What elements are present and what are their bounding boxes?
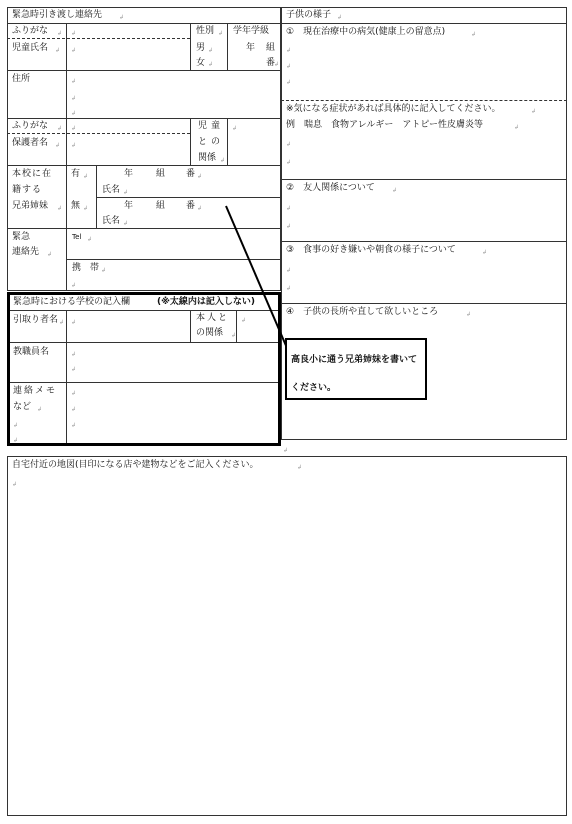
mobile-label: 携 帯 [72, 263, 100, 273]
relation-line-1: 児童 [198, 121, 225, 131]
return-mark: ↲ [13, 437, 19, 444]
return-mark: ↲ [218, 30, 224, 37]
sibling-yes: 有 [71, 169, 81, 179]
sibling2-ban: 番 [186, 201, 196, 211]
emergency-line-2: 連絡先 [12, 247, 40, 257]
return-mark: ↲ [83, 205, 89, 212]
return-mark: ↲ [297, 464, 303, 471]
return-mark: ↲ [392, 187, 398, 194]
return-mark: ↲ [37, 406, 43, 413]
sibling2-kumi: 組 [156, 201, 166, 211]
return-mark: ↲ [274, 61, 280, 68]
q1-note: ※気になる症状があれば具体的に記入してください。 [286, 104, 501, 114]
return-mark: ↲ [71, 351, 77, 358]
return-mark: ↲ [71, 390, 77, 397]
q1-label: ① 現在治療中の病気(健康上の留意点) [286, 27, 446, 37]
furigana2-label: ふりがな [12, 121, 49, 131]
child-status-title: 子供の様子 [286, 10, 332, 20]
q1-example: 例 喘息 食物アレルギー アトピー性皮膚炎等 [286, 120, 484, 130]
return-mark: ↲ [286, 47, 292, 54]
return-mark: ↲ [283, 447, 289, 454]
gender-label: 性別 [196, 26, 215, 36]
return-mark: ↲ [286, 63, 292, 70]
nen-label: 年 [246, 43, 256, 53]
return-mark: ↲ [55, 47, 61, 54]
school-title: 緊急時における学校の記入欄 [13, 297, 131, 307]
return-mark: ↲ [531, 108, 537, 115]
sibling2-name: 氏名 [102, 216, 121, 226]
sibling-callout: 高良小に通う兄弟姉妹を書いてください。 [285, 338, 427, 400]
return-mark: ↲ [71, 78, 77, 85]
sibling1-name: 氏名 [102, 185, 121, 195]
return-mark: ↲ [47, 251, 53, 258]
return-mark: ↲ [71, 366, 77, 373]
return-mark: ↲ [119, 14, 125, 21]
return-mark: ↲ [466, 311, 472, 318]
sibling-no: 無 [71, 201, 81, 211]
staff-label: 教職員名 [13, 347, 50, 357]
pickup-label: 引取り者名 [13, 315, 59, 325]
return-mark: ↲ [286, 267, 292, 274]
return-mark: ↲ [337, 14, 343, 21]
sibling-line-1: 本校に在 [12, 169, 53, 179]
sibling-line-3: 兄弟姉妹 [12, 201, 49, 211]
sibling-line-2: 籍する [12, 185, 43, 195]
return-mark: ↲ [55, 142, 61, 149]
sibling1-nen: 年 [124, 169, 134, 179]
return-mark: ↲ [87, 236, 93, 243]
return-mark: ↲ [232, 125, 238, 132]
return-mark: ↲ [123, 220, 129, 227]
child-name-label: 児童氏名 [12, 43, 49, 53]
return-mark: ↲ [71, 282, 77, 289]
return-mark: ↲ [57, 125, 63, 132]
guardian-name-label: 保護者名 [12, 138, 49, 148]
school-note: (※太線内は記入しない) [157, 297, 255, 307]
return-mark: ↲ [71, 110, 77, 117]
return-mark: ↲ [101, 267, 107, 274]
sibling1-ban: 番 [186, 169, 196, 179]
return-mark: ↲ [471, 31, 477, 38]
return-mark: ↲ [208, 47, 214, 54]
q3-label: ③ 食事の好き嫌いや朝食の様子について [286, 245, 456, 255]
return-mark: ↲ [12, 481, 18, 488]
map-title: 自宅付近の地図(目印になる店や建物などをご記入ください。 [12, 460, 259, 470]
self-rel-line-2: の関係 [196, 328, 224, 338]
relation-line-2: との [198, 137, 225, 147]
return-mark: ↲ [220, 157, 226, 164]
address-label: 住所 [12, 74, 31, 84]
q4-label: ④ 子供の長所や直して欲しいところ [286, 307, 439, 317]
return-mark: ↲ [71, 142, 77, 149]
return-mark: ↲ [71, 406, 77, 413]
return-mark: ↲ [123, 189, 129, 196]
memo-line-1: 連絡メモ [13, 386, 58, 396]
furigana-label: ふりがな [12, 26, 49, 36]
return-mark: ↲ [197, 173, 203, 180]
return-mark: ↲ [197, 205, 203, 212]
grade-class-label: 学年学級 [233, 26, 270, 36]
q2-label: ② 友人関係について [286, 183, 375, 193]
map-area[interactable] [7, 456, 567, 816]
return-mark: ↲ [13, 422, 19, 429]
return-mark: ↲ [482, 249, 488, 256]
female-label: 女 [196, 58, 206, 68]
ban-label: 番 [266, 58, 276, 68]
male-label: 男 [196, 43, 206, 53]
return-mark: ↲ [71, 47, 77, 54]
return-mark: ↲ [286, 141, 292, 148]
emergency-contact-title: 緊急時引き渡し連絡先 [12, 10, 103, 20]
return-mark: ↲ [231, 332, 237, 339]
return-mark: ↲ [71, 30, 77, 37]
return-mark: ↲ [83, 173, 89, 180]
emergency-line-1: 緊急 [12, 232, 31, 242]
return-mark: ↲ [59, 319, 65, 326]
kumi-label: 組 [266, 43, 276, 53]
sibling1-kumi: 組 [156, 169, 166, 179]
return-mark: ↲ [57, 205, 63, 212]
return-mark: ↲ [208, 61, 214, 68]
sibling2-nen: 年 [124, 201, 134, 211]
return-mark: ↲ [71, 422, 77, 429]
return-mark: ↲ [71, 319, 77, 326]
tel-label: Tel [72, 233, 82, 241]
return-mark: ↲ [286, 205, 292, 212]
memo-line-2: など [13, 402, 32, 412]
return-mark: ↲ [286, 285, 292, 292]
return-mark: ↲ [241, 317, 247, 324]
return-mark: ↲ [514, 124, 520, 131]
return-mark: ↲ [57, 30, 63, 37]
relation-line-3: 関係 [198, 153, 217, 163]
return-mark: ↲ [286, 79, 292, 86]
return-mark: ↲ [286, 159, 292, 166]
return-mark: ↲ [286, 223, 292, 230]
return-mark: ↲ [71, 125, 77, 132]
self-rel-line-1: 本人と [196, 313, 230, 323]
return-mark: ↲ [71, 95, 77, 102]
